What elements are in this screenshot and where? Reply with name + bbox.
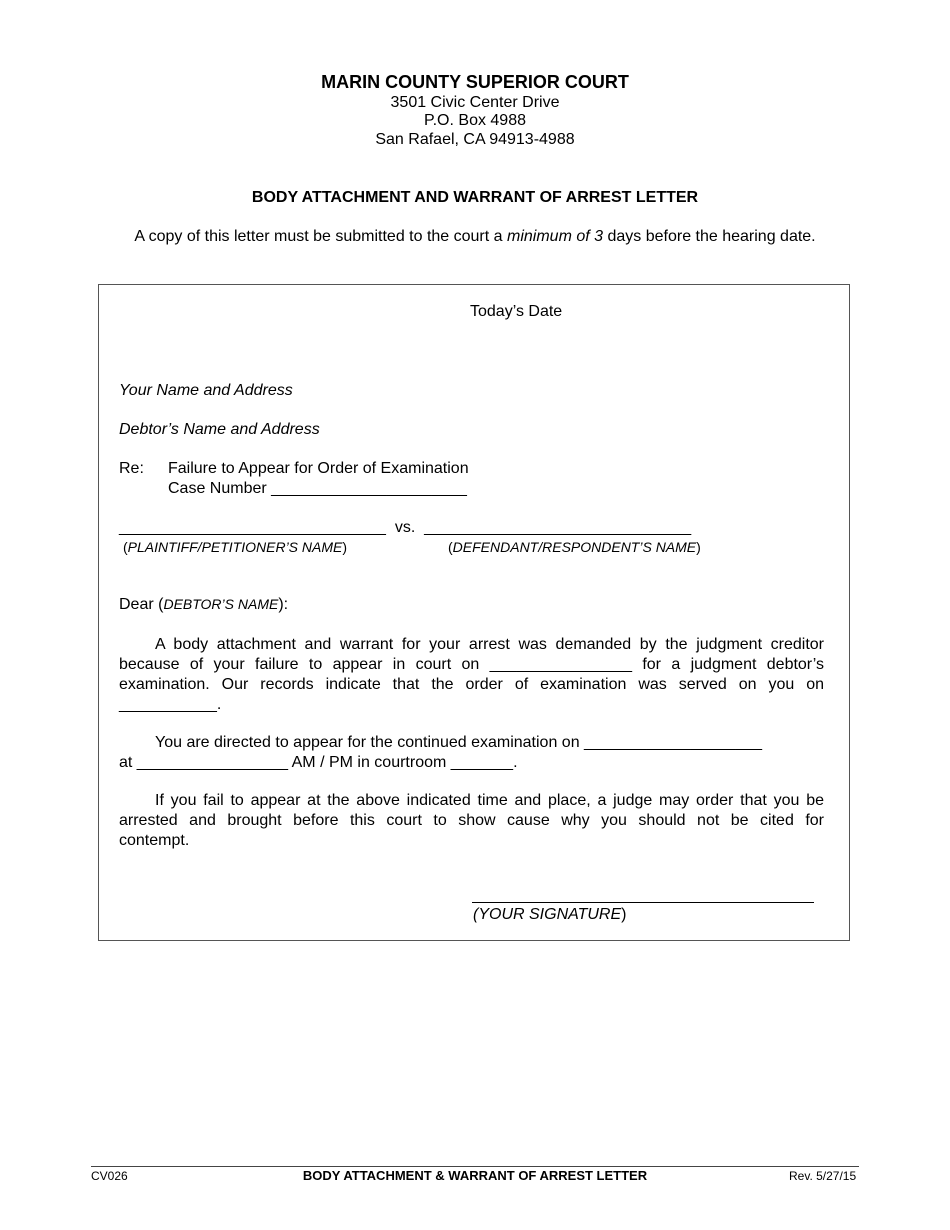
paragraph-1-line-3: examination. Our records indicate that the order of examination was served on you on — [119, 676, 824, 693]
debtor-name-address-label: Debtor’s Name and Address — [119, 421, 320, 438]
defendant-caption-close: ) — [696, 539, 701, 555]
salutation-prefix: Dear ( — [119, 596, 164, 613]
court-address-line3: San Rafael, CA 94913-4988 — [375, 131, 575, 148]
parties-line: ______________________________ vs. ______________________________ — [119, 519, 692, 536]
plaintiff-caption — [123, 539, 347, 555]
notice-text-after: days before the hearing date. — [603, 228, 816, 245]
document-title: BODY ATTACHMENT AND WARRANT OF ARREST LETTER — [251, 189, 699, 206]
submission-notice — [0, 228, 950, 246]
salutation — [119, 596, 288, 614]
signature-caption — [473, 906, 626, 924]
court-address-line2: P.O. Box 4988 — [424, 112, 526, 129]
form-code: CV026 — [91, 1169, 128, 1183]
paragraph-1 — [119, 635, 824, 715]
revision-date: Rev. 5/27/15 — [789, 1169, 857, 1183]
signature-caption-open: ( — [473, 906, 479, 923]
footer-rule — [91, 1166, 859, 1167]
plaintiff-caption-label: PLAINTIFF/PETITIONER’S NAME — [127, 539, 343, 555]
defendant-caption-label: DEFENDANT/RESPONDENT’S NAME — [452, 539, 697, 555]
signature-line — [472, 902, 814, 903]
notice-emphasis: minimum of 3 — [507, 228, 604, 245]
notice-text-before: A copy of this letter must be submitted to the court a — [134, 228, 507, 245]
paragraph-2 — [119, 733, 824, 773]
paragraph-3 — [119, 791, 824, 851]
signature-caption-label: YOUR SIGNATURE — [478, 906, 622, 923]
your-name-address-label: Your Name and Address — [119, 382, 293, 399]
court-address-line1: 3501 Civic Center Drive — [390, 94, 560, 111]
paragraph-3-line-2: arrested and brought before this court to show cause why you should not be cited for — [119, 812, 824, 829]
plaintiff-caption-open: ( — [123, 539, 128, 555]
re-subject: Failure to Appear for Order of Examination — [168, 460, 469, 477]
defendant-caption — [448, 539, 701, 555]
paragraph-2-line-1: You are directed to appear for the continued examination on ____________________ — [155, 734, 763, 751]
court-name: MARIN COUNTY SUPERIOR COURT — [321, 72, 629, 92]
signature-caption-close: ) — [621, 906, 627, 923]
defendant-caption-open: ( — [448, 539, 453, 555]
todays-date-label: Today’s Date — [470, 303, 563, 320]
salutation-suffix: ): — [278, 596, 289, 613]
paragraph-3-line-1: If you fail to appear at the above indicated time and place, a judge may order that you be — [155, 792, 824, 809]
paragraph-2-line-2: at _________________ AM / PM in courtroom _______. — [119, 754, 518, 771]
paragraph-1-line-1: A body attachment and warrant for your arrest was demanded by the judgment creditor — [155, 636, 824, 653]
case-number-field: Case Number ______________________ — [168, 480, 467, 497]
paragraph-3-line-3: contempt. — [119, 832, 190, 849]
footer-title: BODY ATTACHMENT & WARRANT OF ARREST LETTER — [302, 1168, 648, 1183]
plaintiff-caption-close: ) — [342, 539, 348, 555]
salutation-debtor-name: DEBTOR’S NAME — [163, 596, 279, 612]
paragraph-1-line-4: ___________. — [119, 696, 222, 713]
paragraph-1-line-2: because of your failure to appear in court on ________________ for a judgment debtor’s — [119, 656, 824, 673]
re-label: Re: — [119, 460, 144, 477]
